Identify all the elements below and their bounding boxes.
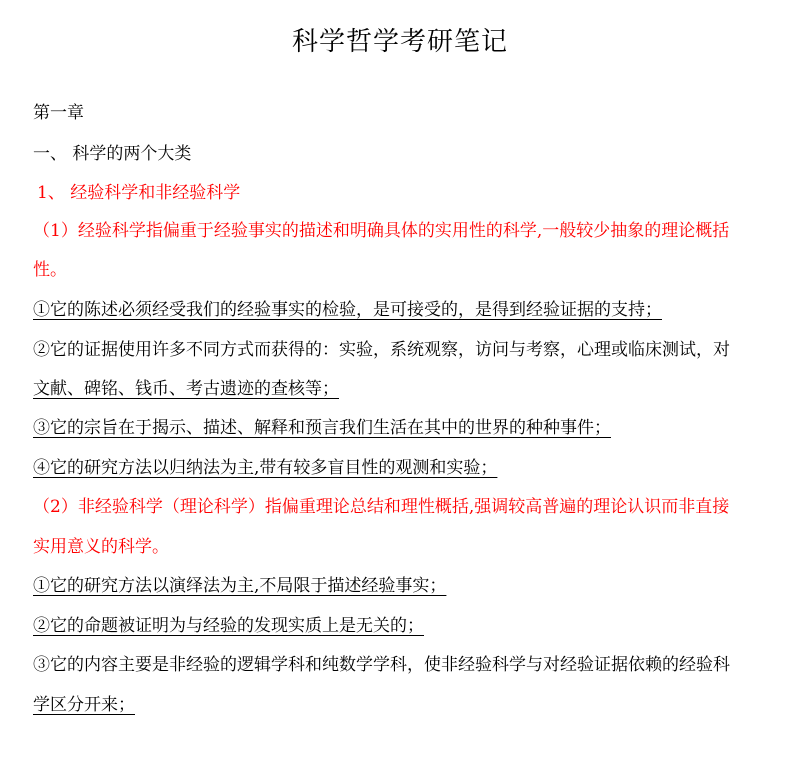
definition-empirical-line2: 性。 <box>33 260 67 280</box>
chapter-heading: 第一章 <box>33 103 84 123</box>
nonempirical-item-3-line1: ③它的内容主要是非经验的逻辑学科和纯数学学科，使非经验科学与对经验证据依赖的经验科 <box>33 655 730 675</box>
empirical-item-1: ①它的陈述必须经受我们的经验事实的检验，是可接受的，是得到经验证据的支持； <box>33 300 662 320</box>
document-title: 科学哲学考研笔记 <box>291 27 508 57</box>
definition-nonempirical-line2: 实用意义的科学。 <box>33 537 169 557</box>
empirical-item-2-line2: 文献、碑铭、钱币、考古遗迹的查核等； <box>33 379 339 399</box>
subsection-heading: 1、 经验科学和非经验科学 <box>37 183 241 203</box>
empirical-item-4: ④它的研究方法以归纳法为主,带有较多盲目性的观测和实验； <box>33 458 498 478</box>
nonempirical-item-2: ②它的命题被证明为与经验的发现实质上是无关的； <box>33 616 424 636</box>
nonempirical-item-3-line2: 学区分开来； <box>33 695 135 715</box>
nonempirical-item-1: ①它的研究方法以演绎法为主,不局限于描述经验事实； <box>33 576 447 596</box>
definition-nonempirical-line1: （2）非经验科学（理论科学）指偏重理论总结和理性概括,强调较高普遍的理论认识而非直接 <box>33 497 730 517</box>
empirical-item-2-line1: ②它的证据使用许多不同方式而获得的：实验，系统观察，访问与考察，心理或临床测试，对 <box>33 340 730 360</box>
section-heading: 一、 科学的两个大类 <box>33 144 192 164</box>
empirical-item-3: ③它的宗旨在于揭示、描述、解释和预言我们生活在其中的世界的种种事件； <box>33 418 611 438</box>
definition-empirical-line1: （1）经验科学指偏重于经验事实的描述和明确具体的实用性的科学,一般较少抽象的理论概括 <box>33 221 730 241</box>
